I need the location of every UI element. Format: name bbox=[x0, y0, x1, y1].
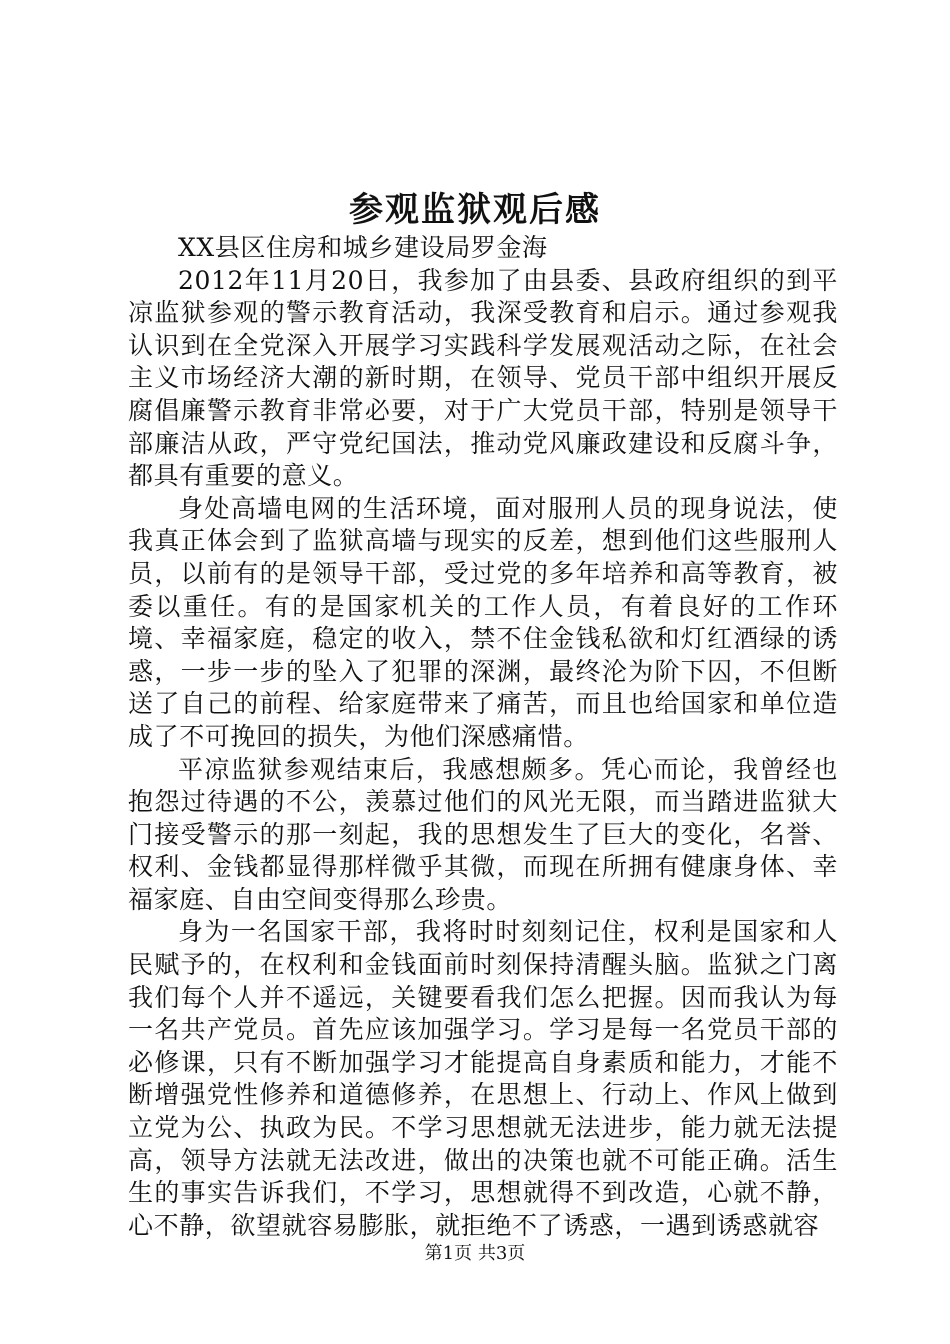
paragraph: 2012年11月20日，我参加了由县委、县政府组织的到平凉监狱参观的警示教育活动，我深受教育和启示。通过参观我认识到在全党深入开展学习实践科学发展观活动之际，在社会主义市场经济大潮的新时期，在领导、党员干部中组织开展反腐倡廉警示教育非常必要，对于广大党员干部，特别是领导干部廉洁从政，严守党纪国法，推动党风廉政建设和反腐斗争，都具有重要的意义。 bbox=[128, 265, 838, 491]
paragraph: 身处高墙电网的生活环境，面对服刑人员的现身说法，使我真正体会到了监狱高墙与现实的反差，想到他们这些服刑人员，以前有的是领导干部，受过党的多年培养和高等教育，被委以重任。有的是国家机关的工作人员，有着良好的工作环境、幸福家庭，稳定的收入，禁不住金钱私欲和灯红酒绿的诱惑，一步一步的坠入了犯罪的深渊，最终沦为阶下囚，不但断送了自己的前程、给家庭带来了痛苦，而且也给国家和单位造成了不可挽回的损失，为他们深感痛惜。 bbox=[128, 493, 838, 751]
page-indicator: 第1页 共3页 bbox=[424, 1243, 526, 1264]
paragraph: 平凉监狱参观结束后，我感想颇多。凭心而论，我曾经也抱怨过待遇的不公，羡慕过他们的风光无限，而当踏进监狱大门接受警示的那一刻起，我的思想发生了巨大的变化，名誉、权利、金钱都显得那样微乎其微，而现在所拥有健康身体、幸福家庭、自由空间变得那么珍贵。 bbox=[128, 754, 838, 914]
document-body bbox=[128, 232, 838, 1242]
document-title: 参观监狱观后感 bbox=[349, 190, 601, 230]
paragraph: 身为一名国家干部，我将时时刻刻记住，权利是国家和人民赋予的，在权利和金钱面前时刻保持清醒头脑。监狱之门离我们每个人并不遥远，关键要看我们怎么把握。因而我认为每一名共产党员。首先应该加强学习。学习是每一名党员干部的必修课，只有不断加强学习才能提高自身素质和能力，才能不断增强党性修养和道德修养，在思想上、行动上、作风上做到立党为公、执政为民。不学习思想就无法进步，能力就无法提高，领导方法就无法改进，做出的决策也就不可能正确。活生生的事实告诉我们，不学习，思想就得不到改造，心就不静，心不静，欲望就容易膨胀，就拒绝不了诱惑，一遇到诱惑就容 bbox=[128, 917, 838, 1240]
page-footer bbox=[0, 1242, 950, 1266]
author-line: XX县区住房和城乡建设局罗金海 bbox=[178, 233, 548, 262]
